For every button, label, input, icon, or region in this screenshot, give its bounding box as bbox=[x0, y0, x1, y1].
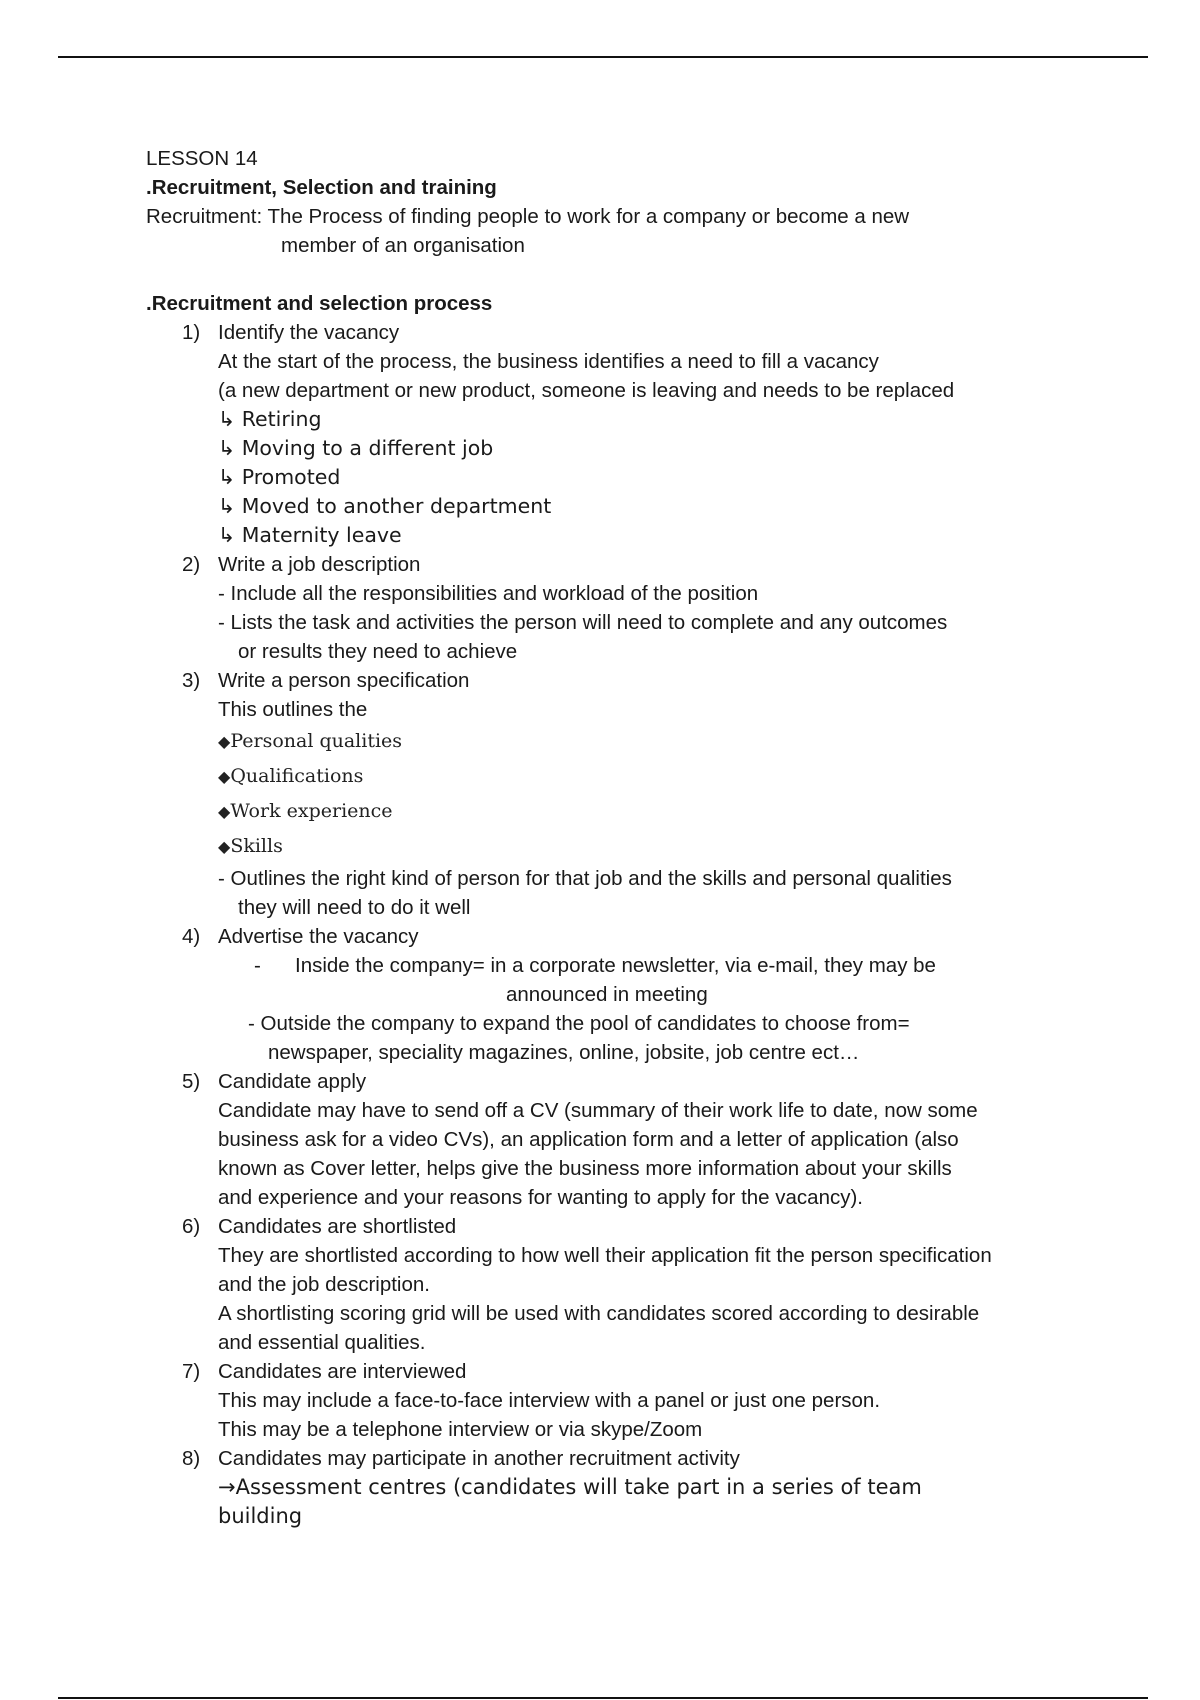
step-2 bbox=[146, 550, 1096, 579]
step-title: Candidates are shortlisted bbox=[218, 1215, 457, 1238]
step-text: A shortlisting scoring grid will be used with candidates scored according to desirable bbox=[218, 1302, 980, 1325]
diamond-item bbox=[146, 759, 1096, 794]
step-7 bbox=[146, 1357, 1096, 1386]
diamond-icon: ◆ bbox=[218, 767, 231, 786]
step-text: (a new department or new product, someone is leaving and needs to be replaced bbox=[218, 379, 955, 402]
arrow-list-item: ↳ Promoted bbox=[218, 465, 341, 489]
dash-item-cont: announced in meeting bbox=[506, 983, 708, 1006]
step-text: known as Cover letter, helps give the business more information about your skills bbox=[218, 1157, 952, 1180]
diamond-label: Skills bbox=[230, 835, 283, 857]
step-text: They are shortlisted according to how well their application fit the person specification bbox=[218, 1244, 992, 1267]
step-title: Candidates may participate in another recruitment activity bbox=[218, 1447, 740, 1470]
step-text: and the job description. bbox=[218, 1273, 430, 1296]
step-text: and essential qualities. bbox=[218, 1331, 426, 1354]
dash-item-cont: or results they need to achieve bbox=[238, 640, 518, 663]
step-number: 2) bbox=[182, 553, 201, 576]
step-title: Advertise the vacancy bbox=[218, 925, 419, 948]
step-number: 3) bbox=[182, 669, 201, 692]
step-number: 7) bbox=[182, 1360, 201, 1383]
dash-item: - Lists the task and activities the person will need to complete and any outcomes bbox=[218, 611, 948, 634]
diamond-label: Personal qualities bbox=[230, 730, 403, 752]
step-title: Write a job description bbox=[218, 553, 421, 576]
page-title: .Recruitment, Selection and training bbox=[146, 176, 497, 199]
step-text: →Assessment centres (candidates will take part in a series of team bbox=[218, 1475, 922, 1499]
step-title: Candidates are interviewed bbox=[218, 1360, 467, 1383]
step-title: Write a person specification bbox=[218, 669, 470, 692]
step-text: This outlines the bbox=[218, 698, 368, 721]
diamond-label: Work experience bbox=[230, 800, 393, 822]
definition-line-1: Recruitment: The Process of finding people to work for a company or become a new bbox=[146, 205, 910, 228]
arrow-list-item: ↳ Maternity leave bbox=[218, 523, 402, 547]
top-rule bbox=[58, 56, 1148, 58]
diamond-item bbox=[146, 829, 1096, 864]
document-body bbox=[146, 144, 1096, 1531]
step-8 bbox=[146, 1444, 1096, 1473]
step-text: This may be a telephone interview or via skype/Zoom bbox=[218, 1418, 703, 1441]
step-number: 5) bbox=[182, 1070, 201, 1093]
dash-item: - Outlines the right kind of person for that job and the skills and personal qualities bbox=[218, 867, 952, 890]
step-text: and experience and your reasons for wanting to apply for the vacancy). bbox=[218, 1186, 863, 1209]
step-number: 6) bbox=[182, 1215, 201, 1238]
diamond-icon: ◆ bbox=[218, 732, 231, 751]
section-heading: .Recruitment and selection process bbox=[146, 292, 493, 315]
diamond-label: Qualifications bbox=[230, 765, 364, 787]
step-number: 8) bbox=[182, 1447, 201, 1470]
step-3 bbox=[146, 666, 1096, 695]
step-text: business ask for a video CVs), an application form and a letter of application (also bbox=[218, 1128, 959, 1151]
step-5 bbox=[146, 1067, 1096, 1096]
diamond-icon: ◆ bbox=[218, 837, 231, 856]
arrow-list-item: ↳ Moved to another department bbox=[218, 494, 552, 518]
arrow-list-item: ↳ Moving to a different job bbox=[218, 436, 494, 460]
dash-item: - Outside the company to expand the pool of candidates to choose from= bbox=[248, 1012, 910, 1035]
lesson-label: LESSON 14 bbox=[146, 147, 258, 170]
dash-item: - Inside the company= in a corporate newsletter, via e-mail, they may be bbox=[254, 954, 936, 977]
arrow-list-item: ↳ Retiring bbox=[218, 407, 322, 431]
step-6 bbox=[146, 1212, 1096, 1241]
step-1 bbox=[146, 318, 1096, 347]
dash-item: - Include all the responsibilities and workload of the position bbox=[218, 582, 759, 605]
diamond-item bbox=[146, 724, 1096, 759]
diamond-icon: ◆ bbox=[218, 802, 231, 821]
step-number: 1) bbox=[182, 321, 201, 344]
step-text: At the start of the process, the business identifies a need to fill a vacancy bbox=[218, 350, 879, 373]
step-title: Candidate apply bbox=[218, 1070, 367, 1093]
step-text: building bbox=[218, 1504, 303, 1528]
diamond-item bbox=[146, 794, 1096, 829]
step-4 bbox=[146, 922, 1096, 951]
step-title: Identify the vacancy bbox=[218, 321, 400, 344]
bottom-rule bbox=[58, 1697, 1148, 1699]
dash-item-cont: they will need to do it well bbox=[238, 896, 471, 919]
step-text: Candidate may have to send off a CV (summary of their work life to date, now some bbox=[218, 1099, 978, 1122]
step-text: This may include a face-to-face interview with a panel or just one person. bbox=[218, 1389, 881, 1412]
definition-line-2: member of an organisation bbox=[281, 234, 525, 257]
step-number: 4) bbox=[182, 925, 201, 948]
dash-item-cont: newspaper, speciality magazines, online, jobsite, job centre ect… bbox=[268, 1041, 860, 1064]
